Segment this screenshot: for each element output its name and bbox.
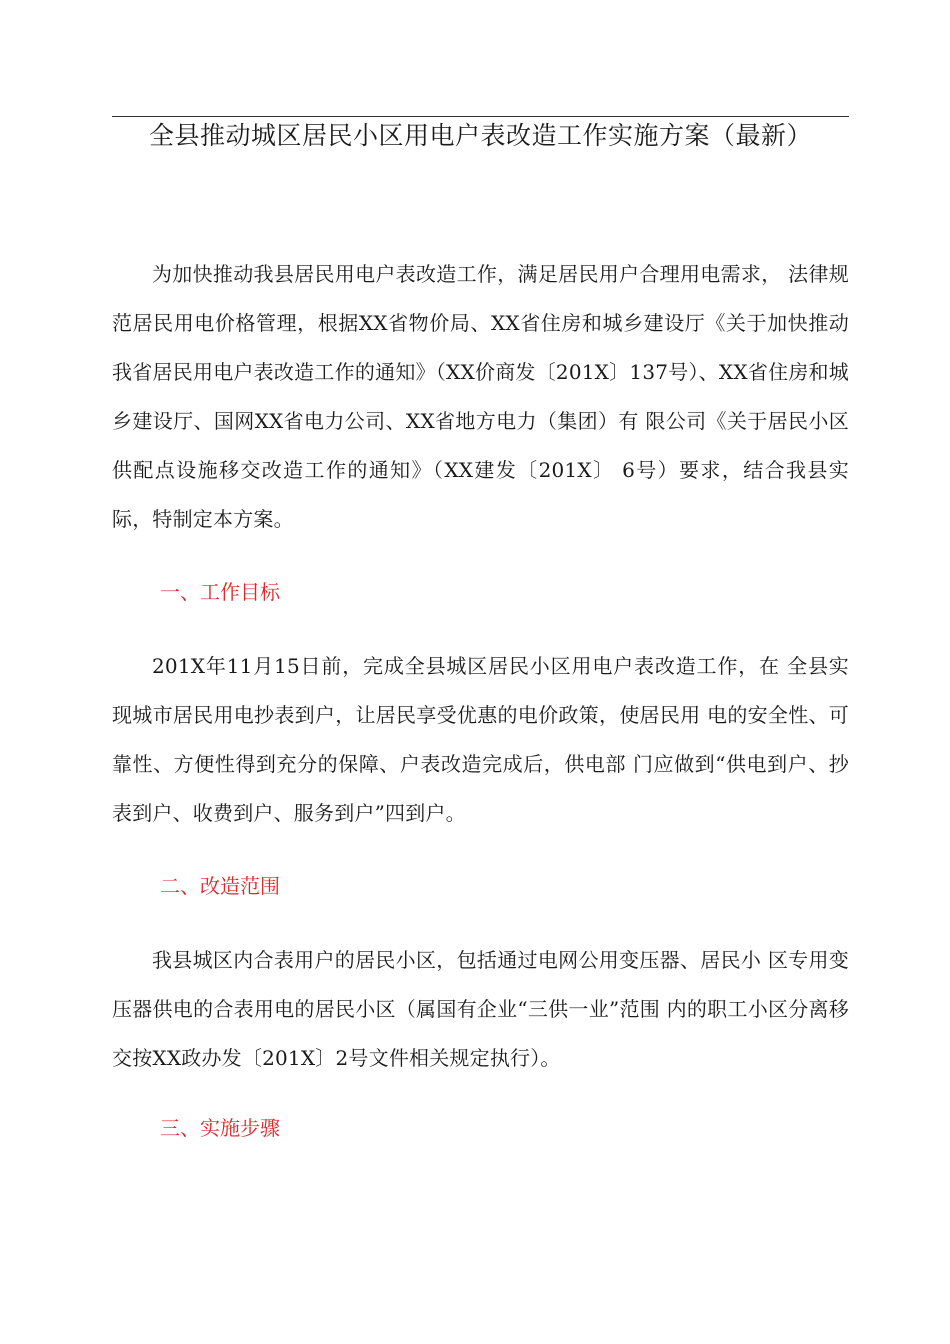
section-heading-steps: 三、实施步骤 [160, 1116, 280, 1140]
section-body-goal: 201X年11月15日前，完成全县城区居民小区用电户表改造工作，在 全县实现城市居民用电抄表到户，让居民享受优惠的电价政策，使居民用 电的安全性、可靠性、方便性得到充分的保障、户表改造完成后，供电部 门应做到“供电到户、抄表到户、收费到户、服务到户”四到户。 [112, 654, 849, 825]
document-title: 全县推动城区居民小区用电户表改造工作实施方案（最新） [148, 121, 812, 150]
intro-paragraph: 为加快推动我县居民用电户表改造工作，满足居民用户合理用电需求， 法律规范居民用电价格管理，根据XX省物价局、XX省住房和城乡建设厅《关于加快推动我省居民用电户表改造工作的通知》（XX价商发〔201X〕137号）、XX省住房和城乡建设厅、国网XX省电力公司、XX省地方电力（集团）有 限公司《关于居民小区供配点设施移交改造工作的通知》（XX建发〔201X〕 6号）要求，结合我县实际，特制定本方案。 [112, 262, 849, 531]
section-body-scope: 我县城区内合表用户的居民小区，包括通过电网公用变压器、居民小 区专用变压器供电的合表用电的居民小区（属国有企业“三供一业”范围 内的职工小区分离移交按XX政办发〔201X〕2号文件相关规定执行）。 [112, 948, 849, 1070]
section-heading-scope: 二、改造范围 [160, 874, 280, 898]
section-heading-goal: 一、工作目标 [160, 580, 280, 604]
